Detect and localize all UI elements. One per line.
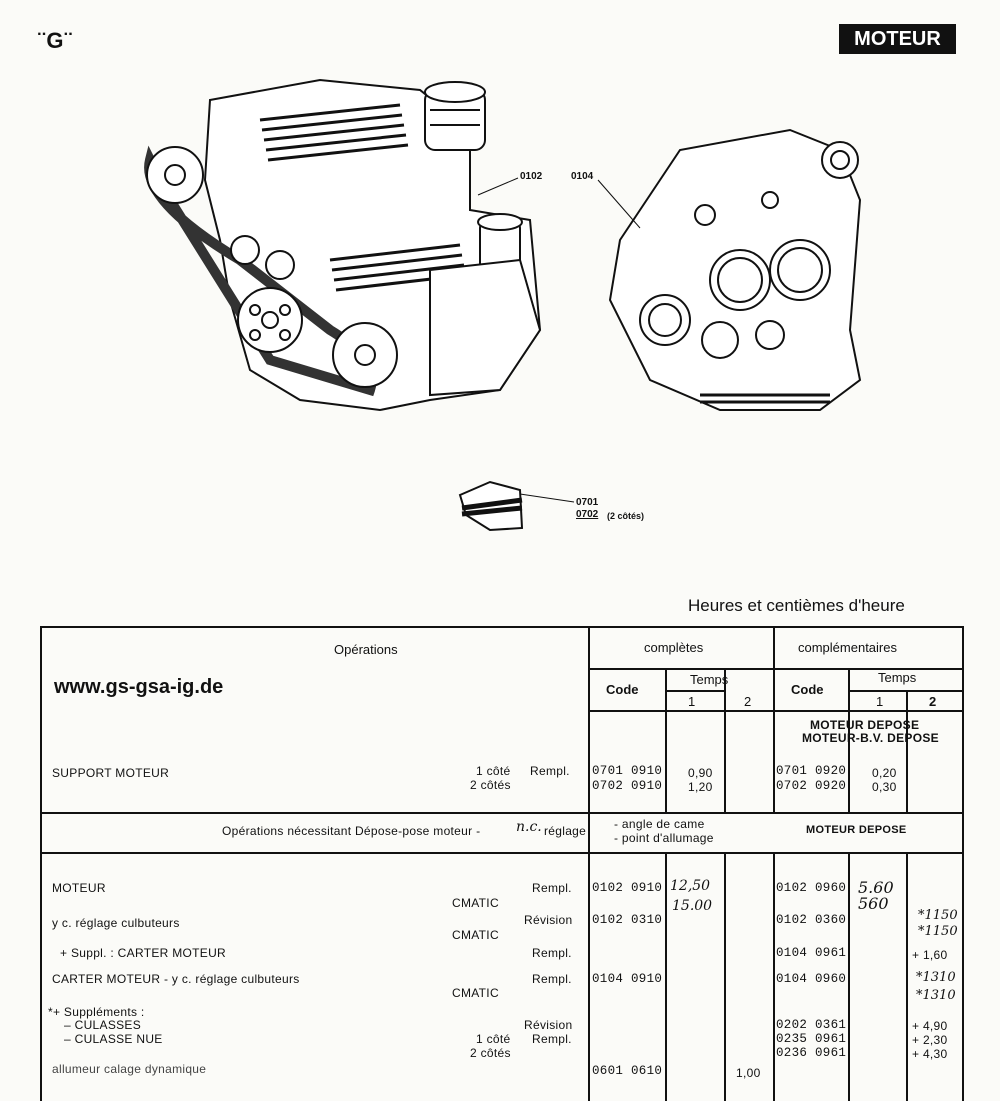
row-carter-code: 0104 0910 bbox=[592, 972, 663, 986]
callout-0702: 0702 bbox=[576, 509, 599, 520]
row-support-side1: 1 côté bbox=[476, 764, 511, 778]
website-watermark: www.gs-gsa-ig.de bbox=[54, 676, 224, 698]
row-supplements-v2: + 2,30 bbox=[912, 1033, 948, 1047]
row-yc-action: Révision bbox=[524, 913, 573, 927]
header-operations: Opérations bbox=[334, 642, 398, 657]
row-support-ct2: 0,30 bbox=[872, 780, 897, 794]
labour-times-table bbox=[40, 626, 964, 1101]
header-code-completes: Code bbox=[606, 682, 639, 697]
row-supplements-ccode2: 0235 0961 bbox=[776, 1032, 847, 1046]
row-yc-ccode: 0102 0360 bbox=[776, 913, 847, 927]
row-suppl-ccode: 0104 0961 bbox=[776, 946, 847, 960]
row-support-action: Rempl. bbox=[530, 764, 570, 778]
row-carter-cmatic: CMATIC bbox=[452, 986, 499, 1000]
row-yc-ct2-handwritten-b: *1150 bbox=[918, 924, 958, 939]
row-supplements-rempl: Rempl. bbox=[532, 1032, 572, 1046]
banner-right-moteur-depose: MOTEUR DEPOSE bbox=[806, 824, 907, 836]
row-moteur-t1-handwritten: 15.00 bbox=[672, 898, 713, 914]
row-allumeur-code: 0601 0610 bbox=[592, 1064, 663, 1078]
row-supplements-v3: + 4,30 bbox=[912, 1047, 948, 1061]
row-moteur-action: Rempl. bbox=[532, 881, 572, 895]
row-support-t1: 0,90 bbox=[688, 766, 713, 780]
row-support-ccode2: 0702 0920 bbox=[776, 779, 847, 793]
condition-moteur-depose: MOTEUR DEPOSE bbox=[810, 718, 920, 732]
row-supplements-ccode3: 0236 0961 bbox=[776, 1046, 847, 1060]
row-suppl-ct2: + 1,60 bbox=[912, 948, 948, 962]
section-tag: MOTEUR bbox=[839, 24, 956, 54]
banner-handwritten-nc: n.c. bbox=[516, 819, 542, 835]
banner-reglage: réglage bbox=[544, 824, 587, 838]
row-supplements-ccode1: 0202 0361 bbox=[776, 1018, 847, 1032]
crankcase-drawing bbox=[610, 130, 860, 410]
row-suppl-label: + Suppl. : CARTER MOTEUR bbox=[60, 946, 227, 960]
header-temps-complementaires: Temps bbox=[878, 670, 917, 685]
row-moteur-code: 0102 0910 bbox=[592, 881, 663, 895]
row-suppl-action: Rempl. bbox=[532, 946, 572, 960]
callout-0104: 0104 bbox=[571, 171, 594, 182]
banner-note-allumage: - point d'allumage bbox=[614, 831, 714, 845]
header-code-complementaires: Code bbox=[791, 682, 824, 697]
header-completes: complètes bbox=[644, 640, 704, 655]
row-carter-ct2-handwritten-b: *1310 bbox=[916, 988, 956, 1003]
row-moteur-cmatic: CMATIC bbox=[452, 896, 499, 910]
banner-text: Opérations nécessitant Dépose-pose moteur - bbox=[222, 824, 481, 838]
page-corner-mark: ¨G¨ bbox=[38, 28, 73, 53]
row-culasse-nue-label: – CULASSE NUE bbox=[64, 1032, 163, 1046]
row-carter-ct2-handwritten-a: *1310 bbox=[916, 970, 956, 985]
row-carter-label: CARTER MOTEUR - y c. réglage culbuteurs bbox=[52, 972, 300, 986]
callout-0701: 0701 bbox=[576, 497, 599, 508]
units-caption: Heures et centièmes d'heure bbox=[688, 596, 905, 615]
row-moteur-t1: 12,50 bbox=[670, 878, 711, 894]
row-supplements-side2: 2 côtés bbox=[470, 1046, 511, 1060]
leader-line-0701 bbox=[520, 494, 574, 502]
row-carter-action: Rempl. bbox=[532, 972, 572, 986]
callout-0702-note: (2 côtés) bbox=[607, 511, 645, 521]
header-col2-complementaires: 2 bbox=[929, 694, 937, 709]
engine-assembly-drawing bbox=[147, 80, 543, 410]
row-support-ct1: 0,20 bbox=[872, 766, 897, 780]
leader-line-0104 bbox=[598, 180, 640, 228]
row-support-side2: 2 côtés bbox=[470, 778, 511, 792]
row-moteur-ccode: 0102 0960 bbox=[776, 881, 847, 895]
row-yc-cmatic: CMATIC bbox=[452, 928, 499, 942]
row-yc-label: y c. réglage culbuteurs bbox=[52, 916, 180, 930]
header-temps-completes: Temps bbox=[690, 672, 729, 687]
row-support-code1: 0701 0910 bbox=[592, 764, 663, 778]
row-moteur-ct1-handwritten-2: 560 bbox=[858, 894, 889, 913]
header-col1-completes: 1 bbox=[688, 694, 696, 709]
row-moteur-label: MOTEUR bbox=[52, 881, 106, 895]
row-supplements-revision: Révision bbox=[524, 1018, 573, 1032]
callout-0102: 0102 bbox=[520, 171, 543, 182]
engine-support-drawing bbox=[460, 482, 522, 530]
leader-line-0102 bbox=[478, 178, 518, 195]
row-allumeur-t2: 1,00 bbox=[736, 1066, 761, 1080]
row-supplements-side1: 1 côté bbox=[476, 1032, 511, 1046]
row-culasses-label: – CULASSES bbox=[64, 1018, 142, 1032]
banner-note-angle: - angle de came bbox=[614, 817, 705, 831]
header-col1-complementaires: 1 bbox=[876, 694, 884, 709]
row-support-t2: 1,20 bbox=[688, 780, 713, 794]
row-support-code2: 0702 0910 bbox=[592, 779, 663, 793]
row-support-ccode1: 0701 0920 bbox=[776, 764, 847, 778]
header-col2-completes: 2 bbox=[744, 694, 752, 709]
row-yc-ct2-handwritten-a: *1150 bbox=[918, 908, 958, 923]
condition-moteur-bv-depose: MOTEUR-B.V. DEPOSE bbox=[802, 731, 939, 745]
row-supplements-label: *+ Suppléments : bbox=[48, 1005, 145, 1019]
row-supplements-v1: + 4,90 bbox=[912, 1019, 948, 1033]
row-carter-ccode: 0104 0960 bbox=[776, 972, 847, 986]
row-moteur-ct1-handwritten: 5.60 bbox=[858, 878, 894, 897]
row-support-label: SUPPORT MOTEUR bbox=[52, 766, 170, 780]
row-yc-code: 0102 0310 bbox=[592, 913, 663, 927]
header-complementaires: complémentaires bbox=[798, 640, 897, 655]
row-allumeur-label: allumeur calage dynamique bbox=[52, 1062, 207, 1076]
